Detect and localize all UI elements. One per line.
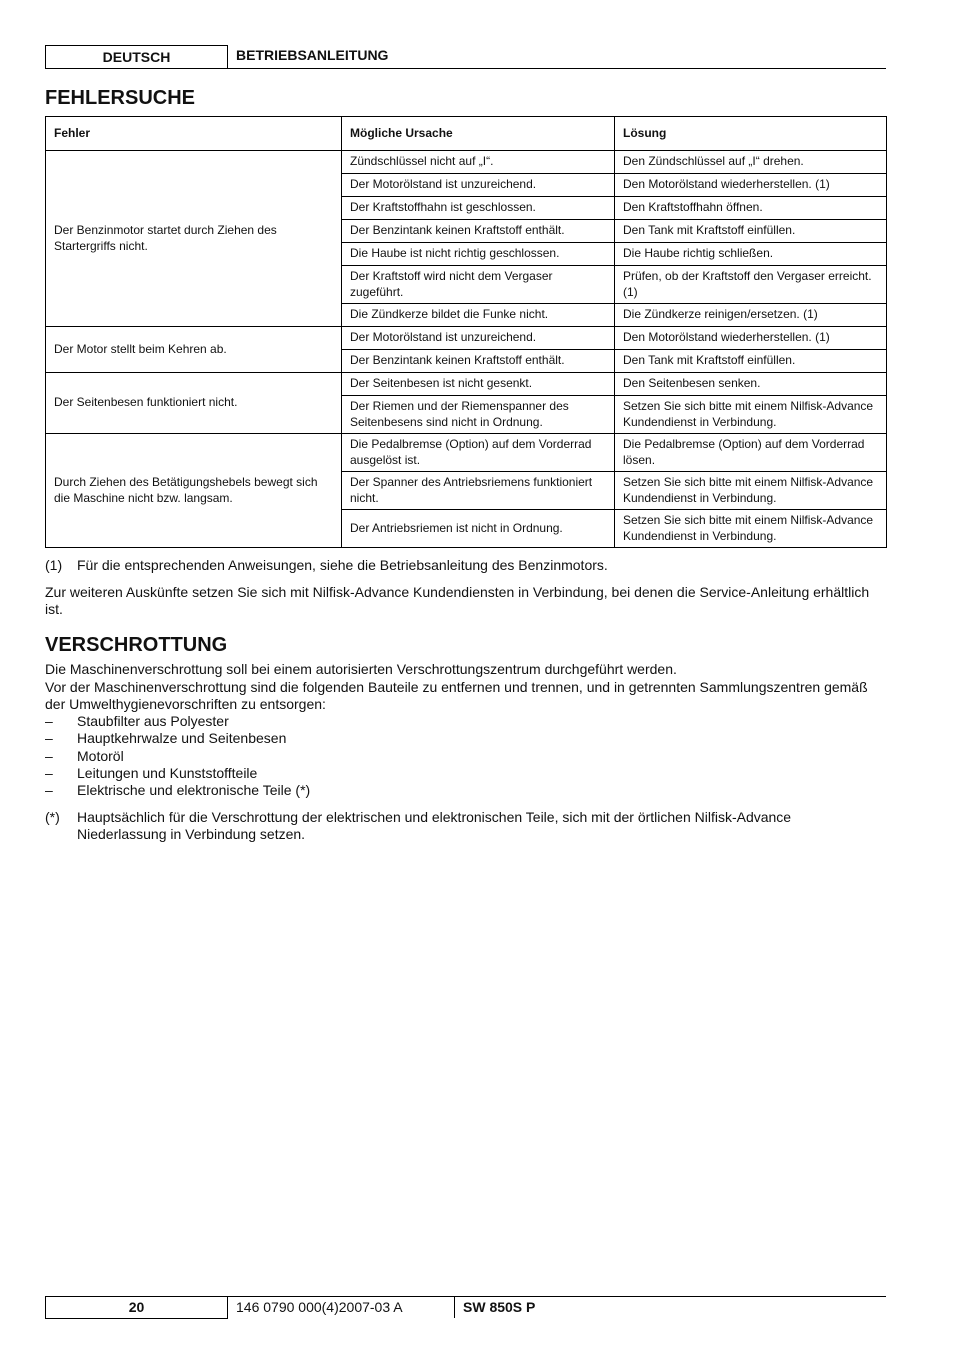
column-header-cause: Mögliche Ursache [342,117,615,151]
disposal-intro-1: Die Maschinenverschrottung soll bei einem autorisierten Verschrottungszentrum durchgeführt werden. [45,661,677,677]
solution-cell: Den Motorölstand wiederherstellen. (1) [615,174,887,197]
document-code: 146 0790 000(4)2007-03 A [236,1299,403,1315]
language-label: DEUTSCH [45,45,228,69]
troubleshooting-heading: FEHLERSUCHE [45,87,196,109]
footnote-text: Für die entsprechenden Anweisungen, siehe die Betriebsanleitung des Benzinmotors. [77,557,608,573]
list-item [45,713,310,730]
troubleshooting-table [45,116,887,548]
cause-cell: Der Riemen und der Riemenspanner des Seitenbesens sind nicht in Ordnung. [342,396,615,434]
list-item-text: Elektrische und elektronische Teile (*) [77,782,311,799]
solution-cell: Setzen Sie sich bitte mit einem Nilfisk-Advance Kundendienst in Verbindung. [615,396,887,434]
model-name: SW 850S P [463,1299,536,1315]
cause-cell: Die Haube ist nicht richtig geschlossen. [342,243,615,266]
cause-cell: Der Benzintank keinen Kraftstoff enthält. [342,350,615,373]
list-item-text: Hauptkehrwalze und Seitenbesen [77,730,287,747]
list-item-text: Staubfilter aus Polyester [77,713,229,729]
solution-cell: Die Zündkerze reinigen/ersetzen. (1) [615,304,887,327]
solution-cell: Prüfen, ob der Kraftstoff den Vergaser erreicht. (1) [615,266,887,304]
further-info-paragraph: Zur weiteren Auskünfte setzen Sie sich mit Nilfisk-Advance Kundendiensten in Verbindung, bei denen die Service-Anleitung erhältlich ist. [45,584,870,617]
footnote-number: (1) [45,557,63,573]
list-item [45,782,310,799]
fault-cell: Der Motor stellt beim Kehren ab. [46,327,342,373]
header-rule [228,68,886,69]
disposal-list [45,713,310,799]
cause-cell: Der Antriebsriemen ist nicht in Ordnung. [342,510,615,548]
table-row [46,373,887,396]
list-item [45,730,310,747]
solution-cell: Den Zündschlüssel auf „I“ drehen. [615,151,887,174]
solution-cell: Die Pedalbremse (Option) auf dem Vorderrad lösen. [615,434,887,472]
dash-bullet: – [45,730,53,747]
cause-cell: Die Zündkerze bildet die Funke nicht. [342,304,615,327]
dash-bullet: – [45,782,53,799]
disposal-intro-2: Vor der Maschinenverschrottung sind die folgenden Bauteile zu entfernen und trennen, und in getrennten Sammlungszentren gemäß der Umwelthygienevorschriften zu entsorgen: [45,679,868,712]
solution-cell: Setzen Sie sich bitte mit einem Nilfisk-Advance Kundendienst in Verbindung. [615,472,887,510]
table-row [46,434,887,472]
cause-cell: Der Kraftstoffhahn ist geschlossen. [342,197,615,220]
cause-cell: Der Motorölstand ist unzureichend. [342,174,615,197]
solution-cell: Den Seitenbesen senken. [615,373,887,396]
dash-bullet: – [45,747,53,764]
list-item-text: Motoröl [77,747,124,764]
fault-cell: Der Benzinmotor startet durch Ziehen des Startergriffs nicht. [46,151,342,327]
cause-cell: Der Benzintank keinen Kraftstoff enthält. [342,220,615,243]
cause-cell: Der Kraftstoff wird nicht dem Vergaser zugeführt. [342,266,615,304]
solution-cell: Setzen Sie sich bitte mit einem Nilfisk-Advance Kundendienst in Verbindung. [615,510,887,548]
solution-cell: Den Motorölstand wiederherstellen. (1) [615,327,887,350]
footer-divider [454,1296,455,1318]
solution-cell: Den Tank mit Kraftstoff einfüllen. [615,220,887,243]
cause-cell: Zündschlüssel nicht auf „I“. [342,151,615,174]
dash-bullet: – [45,764,53,781]
solution-cell: Den Kraftstoffhahn öffnen. [615,197,887,220]
list-item [45,765,310,782]
cause-cell: Die Pedalbremse (Option) auf dem Vorderrad ausgelöst ist. [342,434,615,472]
list-item-text: Leitungen und Kunststoffteile [77,764,258,781]
cause-cell: Der Motorölstand ist unzureichend. [342,327,615,350]
fault-cell: Durch Ziehen des Betätigungshebels bewegt sich die Maschine nicht bzw. langsam. [46,434,342,548]
solution-cell: Den Tank mit Kraftstoff einfüllen. [615,350,887,373]
cause-cell: Der Seitenbesen ist nicht gesenkt. [342,373,615,396]
table-row [46,327,887,350]
manual-title: BETRIEBSANLEITUNG [236,47,389,63]
column-header-fault: Fehler [46,117,342,151]
note-text: Hauptsächlich für die Verschrottung der elektrischen und elektronischen Teile, sich mit der örtlichen Nilfisk-Advance Niederlassung in Verbindung setzen. [77,809,792,842]
list-item [45,748,310,765]
column-header-solution: Lösung [615,117,887,151]
cause-cell: Der Spanner des Antriebsriemens funktioniert nicht. [342,472,615,510]
disposal-heading: VERSCHROTTUNG [45,634,228,656]
page-number: 20 [45,1296,228,1319]
table-row [46,151,887,174]
solution-cell: Die Haube richtig schließen. [615,243,887,266]
note-marker: (*) [45,809,60,825]
dash-bullet: – [45,713,53,729]
fault-cell: Der Seitenbesen funktioniert nicht. [46,373,342,434]
